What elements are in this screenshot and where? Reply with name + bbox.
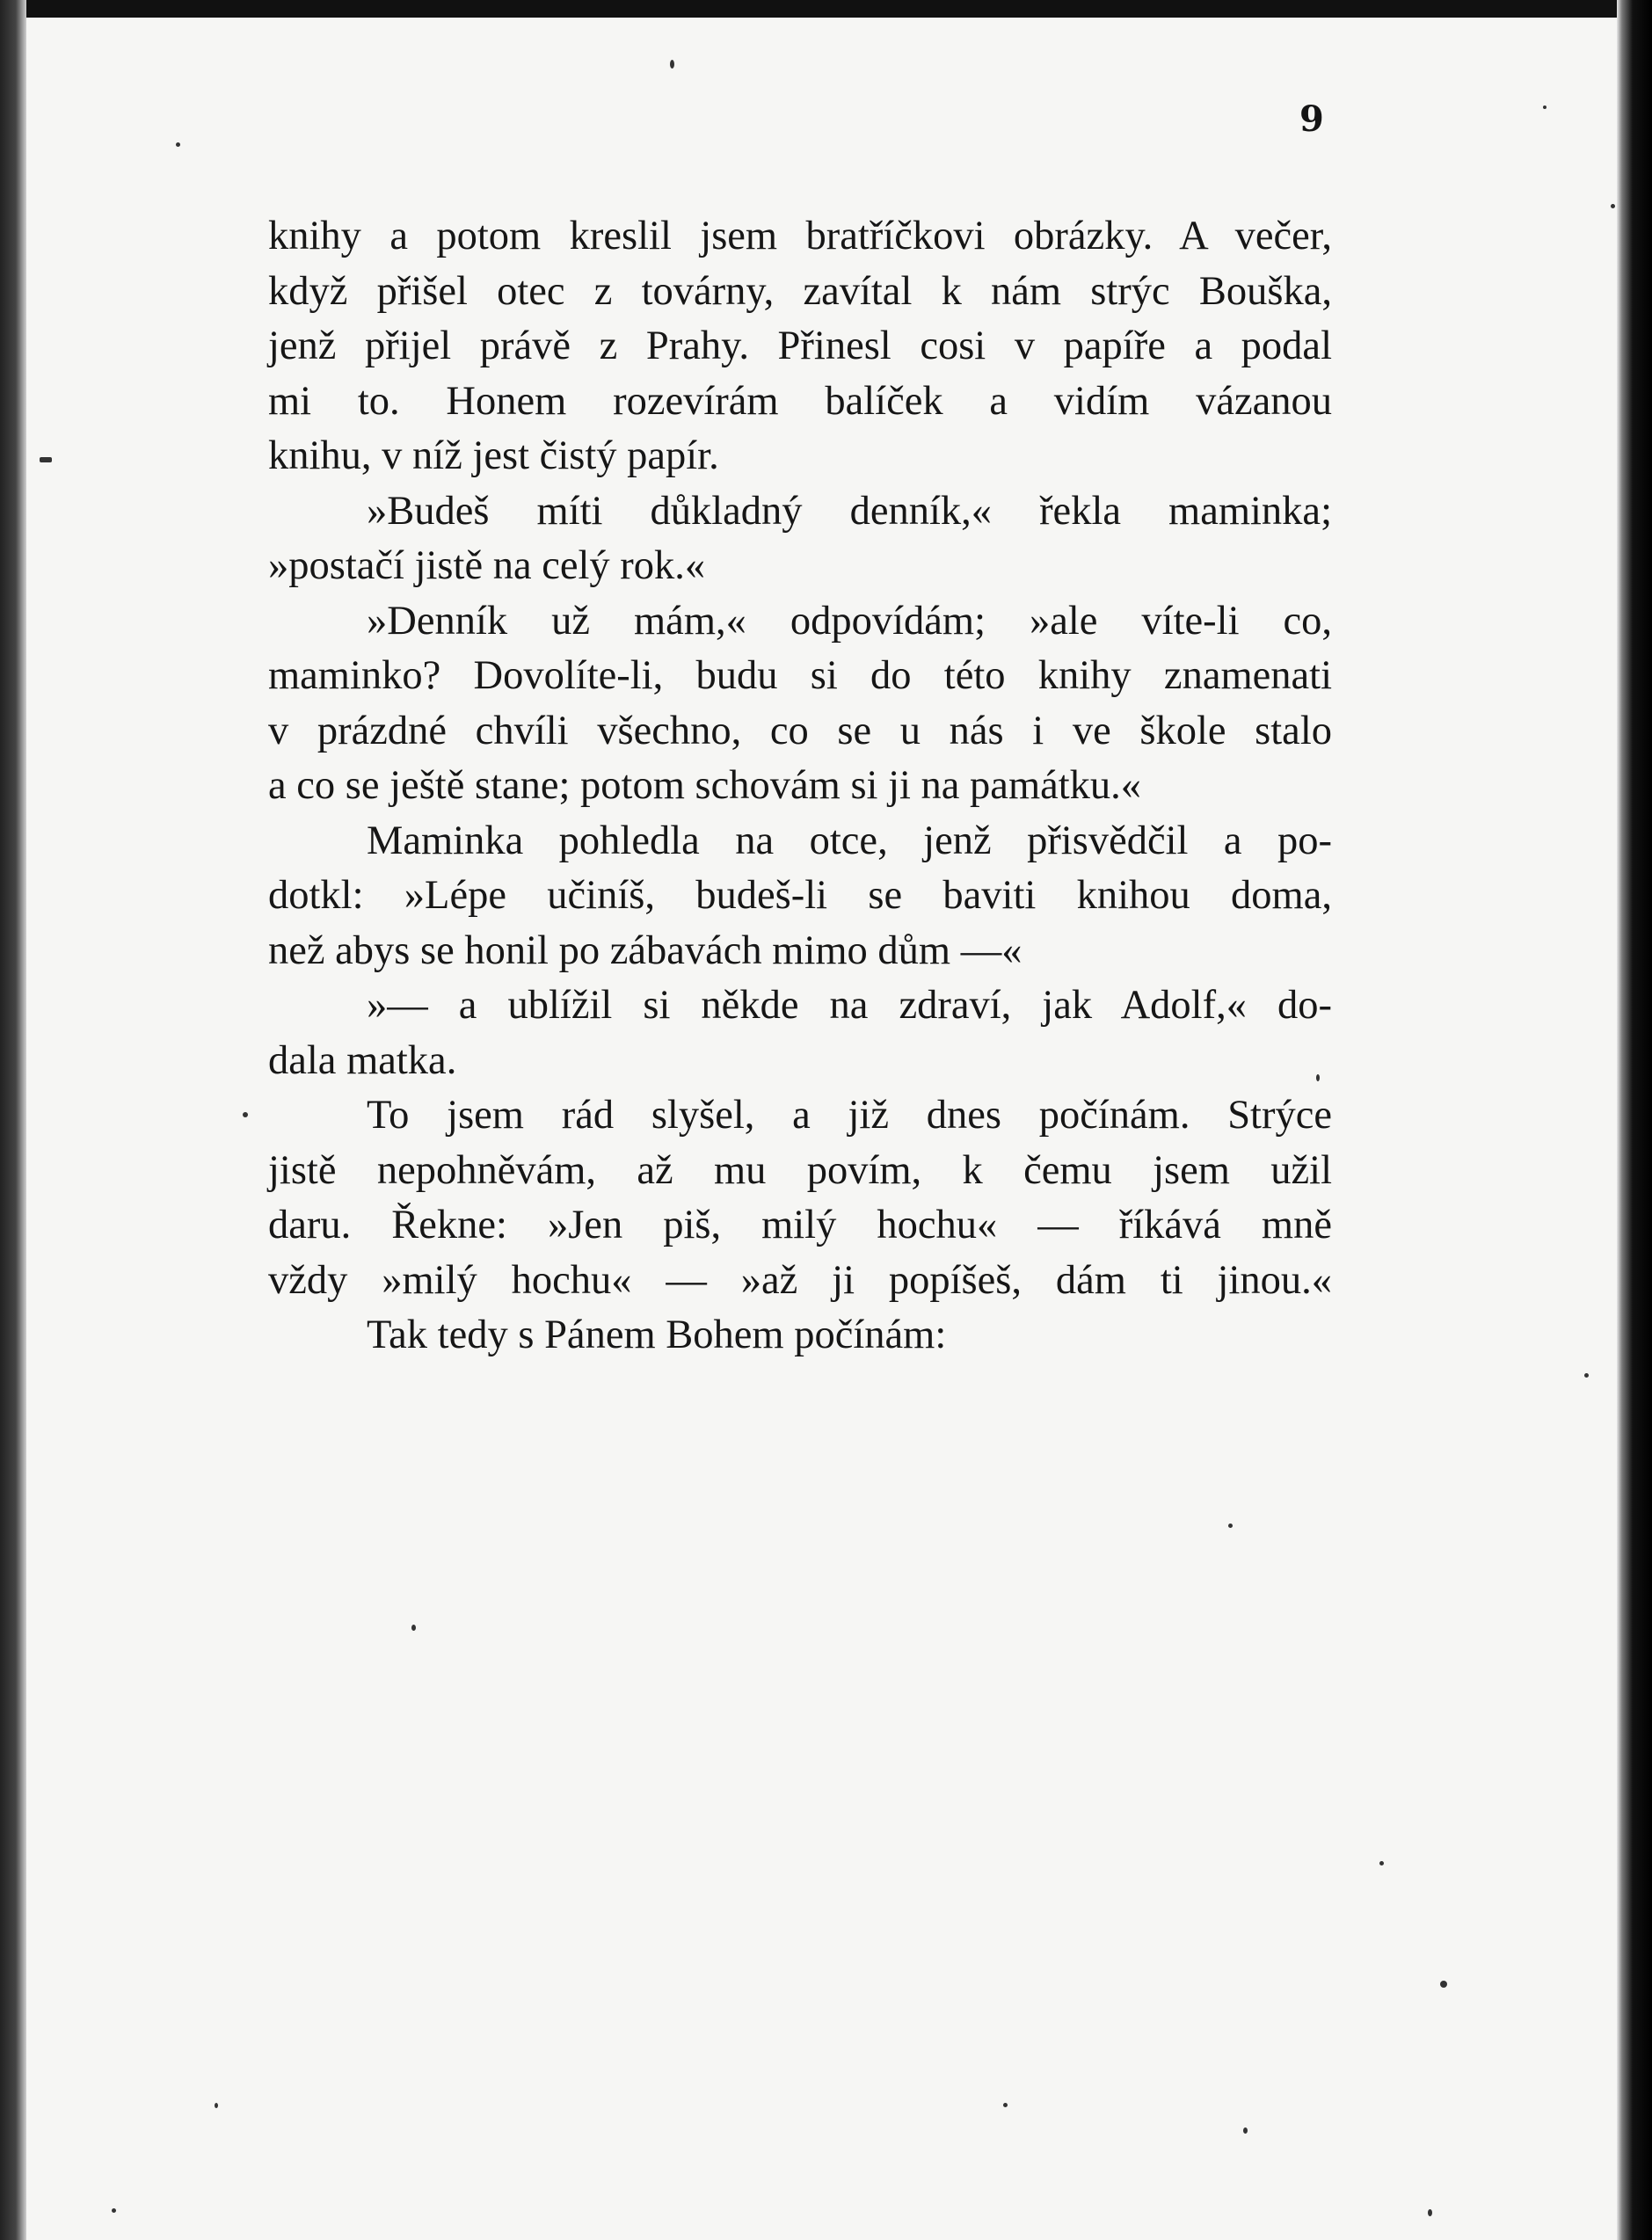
- body-text: [268, 209, 1332, 1364]
- scan-speck: [670, 60, 674, 69]
- scan-speck: [215, 2103, 218, 2108]
- scan-speck: [1611, 204, 1615, 208]
- scan-border-top: [0, 0, 1652, 18]
- text-line: maminko? Dovolíte-li, budu si do této knihy znamenati: [268, 653, 1332, 698]
- scan-speck: [1440, 1981, 1447, 1988]
- scan-speck: [112, 2208, 116, 2213]
- scan-speck: [1003, 2103, 1008, 2107]
- scan-speck: [1584, 1373, 1589, 1378]
- scan-speck: [1379, 1861, 1384, 1865]
- text-line: a co se ještě stane; potom schovám si ji na památku.«: [268, 763, 1142, 808]
- text-line: jistě nepohněvám, až mu povím, k čemu jsem užil: [268, 1147, 1332, 1193]
- text-line: daru. Řekne: »Jen piš, milý hochu« — říkává mně: [268, 1203, 1332, 1247]
- text-line: jenž přijel právě z Prahy. Přinesl cosi v papíře a podal: [268, 324, 1332, 368]
- scan-border-left: [0, 0, 26, 2240]
- scan-speck: [411, 1625, 416, 1631]
- page-number: 9: [1299, 98, 1324, 140]
- text-line: knihu, v níž jest čistý papír.: [268, 433, 719, 478]
- text-line: knihy a potom kreslil jsem bratříčkovi obrázky. A večer,: [268, 214, 1332, 258]
- text-line: »Budeš míti důkladný denník,« řekla maminka;: [367, 488, 1332, 534]
- text-line: Tak tedy s Pánem Bohem počínám:: [367, 1313, 947, 1357]
- text-line: »postačí jistě na celý rok.«: [268, 543, 706, 588]
- text-line: dotkl: »Lépe učiníš, budeš-li se baviti knihou doma,: [268, 873, 1332, 918]
- text-line: vždy »milý hochu« — »až ji popíšeš, dám ti jinou.«: [268, 1257, 1332, 1303]
- scan-border-right: [1617, 0, 1652, 2240]
- text-line: »Denník už mám,« odpovídám; »ale víte-li co,: [367, 598, 1332, 644]
- text-line: »— a ublížil si někde na zdraví, jak Adolf,« do-: [367, 983, 1332, 1028]
- text-line: Maminka pohledla na otce, jenž přisvědčil a po-: [367, 818, 1332, 863]
- text-line: když přišel otec z továrny, zavítal k nám strýc Bouška,: [268, 268, 1332, 314]
- text-line: dala matka.: [268, 1037, 457, 1083]
- scan-speck: [176, 142, 180, 147]
- scan-speck: [1228, 1524, 1233, 1528]
- text-line: To jsem rád slyšel, a již dnes počínám. Strýce: [367, 1093, 1332, 1138]
- scan-speck: [1243, 2127, 1248, 2134]
- scan-speck: [243, 1112, 248, 1117]
- text-line: než abys se honil po zábavách mimo dům —«: [268, 927, 1022, 973]
- scan-speck: [1428, 2209, 1432, 2216]
- text-line: v prázdné chvíli všechno, co se u nás i ve škole stalo: [268, 708, 1332, 753]
- scan-speck: [40, 457, 52, 462]
- scan-speck: [1543, 105, 1546, 109]
- text-line: mi to. Honem rozevírám balíček a vidím vázanou: [268, 378, 1332, 424]
